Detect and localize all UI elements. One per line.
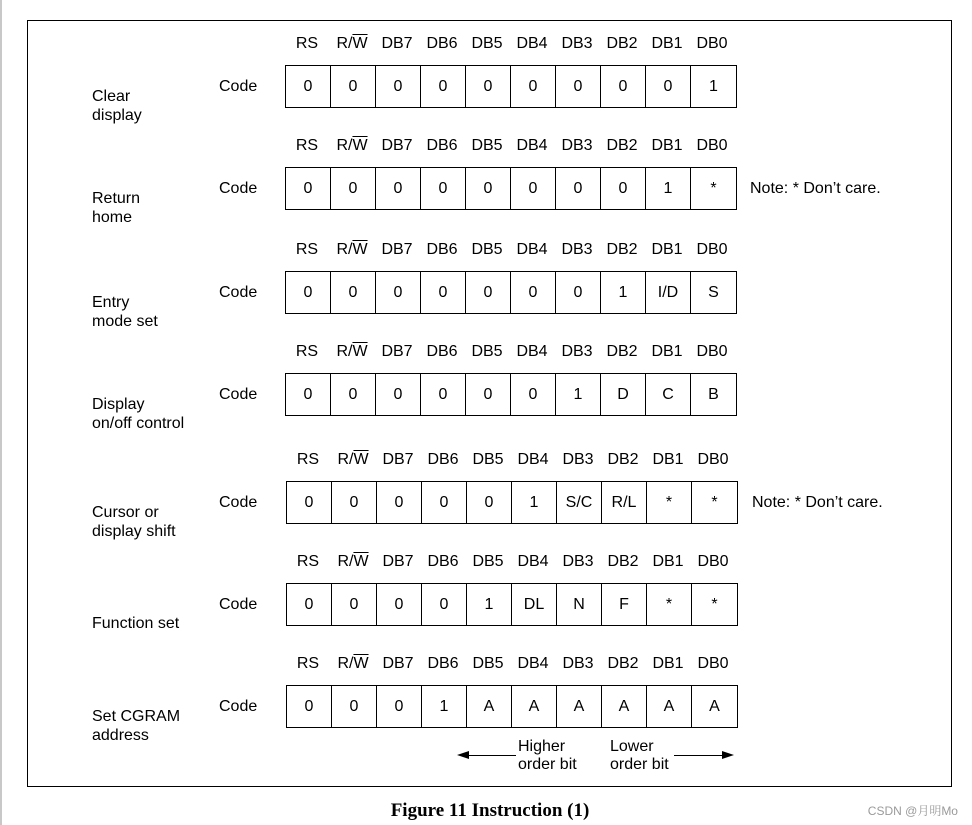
column-header: DB6	[427, 553, 459, 570]
dont-care-note: Note: * Don’t care.	[750, 180, 881, 197]
bit-cell-db0: S	[708, 283, 719, 301]
column-header: RS	[296, 451, 320, 468]
bit-cell-db5: 0	[467, 482, 512, 523]
column-header: $R/\overline{W}$	[337, 553, 369, 570]
bit-cell-db5: 1	[467, 584, 512, 625]
bit-cell-db5: 0	[466, 374, 511, 415]
column-header: $R/\overline{W}$	[337, 655, 369, 672]
bit-cell-db7: 0	[376, 168, 421, 209]
bit-cells	[285, 373, 737, 416]
column-header: DB3	[562, 451, 594, 468]
code-label: Code	[219, 698, 258, 715]
column-header: DB7	[381, 35, 413, 52]
bit-cell-db0: *	[711, 493, 718, 511]
bit-cell-db1: *	[647, 584, 692, 625]
column-header: DB4	[516, 343, 548, 360]
column-header: DB0	[696, 343, 728, 360]
bit-cell-db1: 1	[646, 168, 691, 209]
column-header: DB5	[471, 241, 503, 258]
column-header: DB6	[427, 655, 459, 672]
bit-cell-db4: 0	[511, 66, 556, 107]
column-header: DB6	[427, 451, 459, 468]
higher-order-arrow-line	[468, 755, 516, 756]
bit-cell-rs: 0	[286, 272, 331, 313]
column-header: DB6	[426, 241, 458, 258]
bit-cell-db2: 0	[601, 168, 646, 209]
column-header: DB7	[381, 137, 413, 154]
watermark: CSDN @月明Mo	[867, 804, 958, 818]
column-header: DB7	[382, 451, 414, 468]
column-header: DB5	[471, 35, 503, 52]
bit-cell-db7: 0	[377, 584, 422, 625]
bit-cell-rw: 0	[332, 686, 377, 727]
column-header: DB2	[606, 343, 638, 360]
column-header: DB5	[471, 343, 503, 360]
bit-cells	[285, 65, 737, 108]
column-header: DB3	[562, 655, 594, 672]
bit-cell-db0: *	[711, 595, 718, 613]
column-header: DB2	[607, 553, 639, 570]
column-header: DB1	[652, 451, 684, 468]
column-header: DB0	[697, 451, 729, 468]
bit-cell-db6: 0	[421, 66, 466, 107]
bit-cell-db7: 0	[376, 374, 421, 415]
bit-cell-db3: N	[557, 584, 602, 625]
column-header: DB7	[381, 343, 413, 360]
column-header: DB1	[651, 35, 683, 52]
bit-cell-db7: 0	[377, 482, 422, 523]
bit-cell-rw: 0	[332, 482, 377, 523]
bit-cell-db6: 0	[422, 482, 467, 523]
bit-cell-db2: R/L	[602, 482, 647, 523]
bit-cell-db0: *	[710, 179, 717, 197]
bit-cell-db4: 0	[511, 272, 556, 313]
bit-cell-db2: 0	[601, 66, 646, 107]
bit-cell-rs: 0	[286, 168, 331, 209]
figure-caption: Figure 11 Instruction (1)	[390, 800, 590, 821]
bit-cells	[286, 583, 738, 626]
column-header: DB2	[607, 655, 639, 672]
bit-cell-db3: A	[557, 686, 602, 727]
column-header: DB7	[381, 241, 413, 258]
column-header: DB2	[606, 137, 638, 154]
column-header: $R/\overline{W}$	[336, 35, 368, 52]
column-header: DB4	[516, 137, 548, 154]
bit-cell-rw: 0	[331, 374, 376, 415]
bit-cell-db7: 0	[376, 66, 421, 107]
bit-cell-db1: 0	[646, 66, 691, 107]
bit-cell-db3: 0	[556, 66, 601, 107]
bit-cell-rs: 0	[287, 482, 332, 523]
instruction-name: Entry mode set	[92, 294, 158, 330]
column-header: DB0	[696, 241, 728, 258]
dont-care-note: Note: * Don’t care.	[752, 494, 883, 511]
instruction-name: Function set	[92, 615, 180, 632]
bit-cell-db4: DL	[512, 584, 557, 625]
bit-cell-rs: 0	[287, 584, 332, 625]
bit-cell-db5: 0	[466, 272, 511, 313]
column-header: DB1	[651, 343, 683, 360]
bit-cell-db3: 1	[556, 374, 601, 415]
code-label: Code	[219, 494, 258, 511]
bit-cell-db4: A	[512, 686, 557, 727]
column-header: DB1	[652, 655, 684, 672]
column-header: DB5	[472, 451, 504, 468]
column-header: DB6	[426, 137, 458, 154]
instruction-name: Set CGRAM address	[92, 708, 181, 744]
bit-cell-db4: 1	[512, 482, 557, 523]
bit-cell-db2: 1	[601, 272, 646, 313]
code-label: Code	[219, 180, 258, 197]
column-header: RS	[296, 655, 320, 672]
column-header: DB4	[517, 553, 549, 570]
column-header: DB5	[472, 553, 504, 570]
bit-cells	[286, 685, 738, 728]
bit-cell-db6: 0	[421, 374, 466, 415]
column-header: DB0	[696, 137, 728, 154]
bit-cell-rw: 0	[331, 66, 376, 107]
bit-cell-db6: 0	[421, 168, 466, 209]
bit-cell-db1: A	[647, 686, 692, 727]
code-label: Code	[219, 386, 258, 403]
column-header: DB3	[561, 137, 593, 154]
bit-cell-db0: 1	[709, 77, 718, 95]
bit-cell-db6: 0	[422, 584, 467, 625]
bit-cell-db0: B	[708, 385, 719, 403]
instruction-name: Return home	[92, 190, 141, 226]
column-header: DB2	[606, 241, 638, 258]
column-header: DB2	[607, 451, 639, 468]
column-header: $R/\overline{W}$	[336, 343, 368, 360]
lower-order-arrow-line	[674, 755, 722, 756]
column-header: DB5	[472, 655, 504, 672]
bit-cell-db3: 0	[556, 272, 601, 313]
column-header: DB0	[696, 35, 728, 52]
bit-cell-db4: 0	[511, 168, 556, 209]
left-margin-rule	[0, 0, 2, 825]
bit-cells	[285, 167, 737, 210]
column-header: DB7	[382, 553, 414, 570]
bit-cell-db3: S/C	[557, 482, 602, 523]
column-header: $R/\overline{W}$	[337, 451, 369, 468]
lower-order-label: Lower order bit	[610, 738, 669, 773]
bit-cell-db2: F	[602, 584, 647, 625]
bit-cell-rs: 0	[287, 686, 332, 727]
instruction-name: Clear display	[92, 88, 142, 124]
bit-cell-db5: A	[467, 686, 512, 727]
column-header: DB3	[561, 35, 593, 52]
bit-cell-db2: A	[602, 686, 647, 727]
column-header: DB4	[516, 35, 548, 52]
bit-cell-db1: *	[647, 482, 692, 523]
column-header: DB4	[517, 451, 549, 468]
column-header: DB3	[561, 241, 593, 258]
column-header: DB5	[471, 137, 503, 154]
bit-cell-rs: 0	[286, 374, 331, 415]
column-header: DB3	[561, 343, 593, 360]
bit-cell-db3: 0	[556, 168, 601, 209]
column-header: DB0	[697, 553, 729, 570]
bit-cell-rw: 0	[331, 168, 376, 209]
bit-cell-db7: 0	[376, 272, 421, 313]
column-header: DB2	[606, 35, 638, 52]
instruction-name: Cursor or display shift	[92, 504, 176, 540]
bit-cell-db1: C	[646, 374, 691, 415]
code-label: Code	[219, 596, 258, 613]
bit-cell-db5: 0	[466, 66, 511, 107]
column-header: RS	[296, 553, 320, 570]
column-header: $R/\overline{W}$	[336, 241, 368, 258]
bit-cell-db7: 0	[377, 686, 422, 727]
column-header: RS	[295, 137, 319, 154]
column-header: DB3	[562, 553, 594, 570]
column-header: DB1	[651, 137, 683, 154]
instruction-name: Display on/off control	[92, 396, 185, 432]
column-header: RS	[295, 343, 319, 360]
bit-cell-rw: 0	[331, 272, 376, 313]
column-header: DB6	[426, 343, 458, 360]
column-header: RS	[295, 241, 319, 258]
column-header: DB1	[651, 241, 683, 258]
bit-cell-db2: D	[601, 374, 646, 415]
column-header: $R/\overline{W}$	[336, 137, 368, 154]
bit-cell-db6: 0	[421, 272, 466, 313]
higher-order-label: Higher order bit	[518, 738, 577, 773]
bit-cell-db1: I/D	[646, 272, 691, 313]
bit-cell-db4: 0	[511, 374, 556, 415]
bit-cell-rs: 0	[286, 66, 331, 107]
bit-cells	[286, 481, 738, 524]
column-header: DB7	[382, 655, 414, 672]
bit-cell-db6: 1	[422, 686, 467, 727]
bit-cell-db5: 0	[466, 168, 511, 209]
column-header: DB1	[652, 553, 684, 570]
bit-cell-db0: A	[709, 697, 720, 715]
code-label: Code	[219, 284, 258, 301]
column-header: DB0	[697, 655, 729, 672]
column-header: DB4	[517, 655, 549, 672]
column-header: DB6	[426, 35, 458, 52]
column-header: RS	[295, 35, 319, 52]
right-arrow-icon	[722, 751, 734, 759]
left-arrow-icon	[457, 751, 469, 759]
bit-cells	[285, 271, 737, 314]
column-header: DB4	[516, 241, 548, 258]
bit-cell-rw: 0	[332, 584, 377, 625]
code-label: Code	[219, 78, 258, 95]
